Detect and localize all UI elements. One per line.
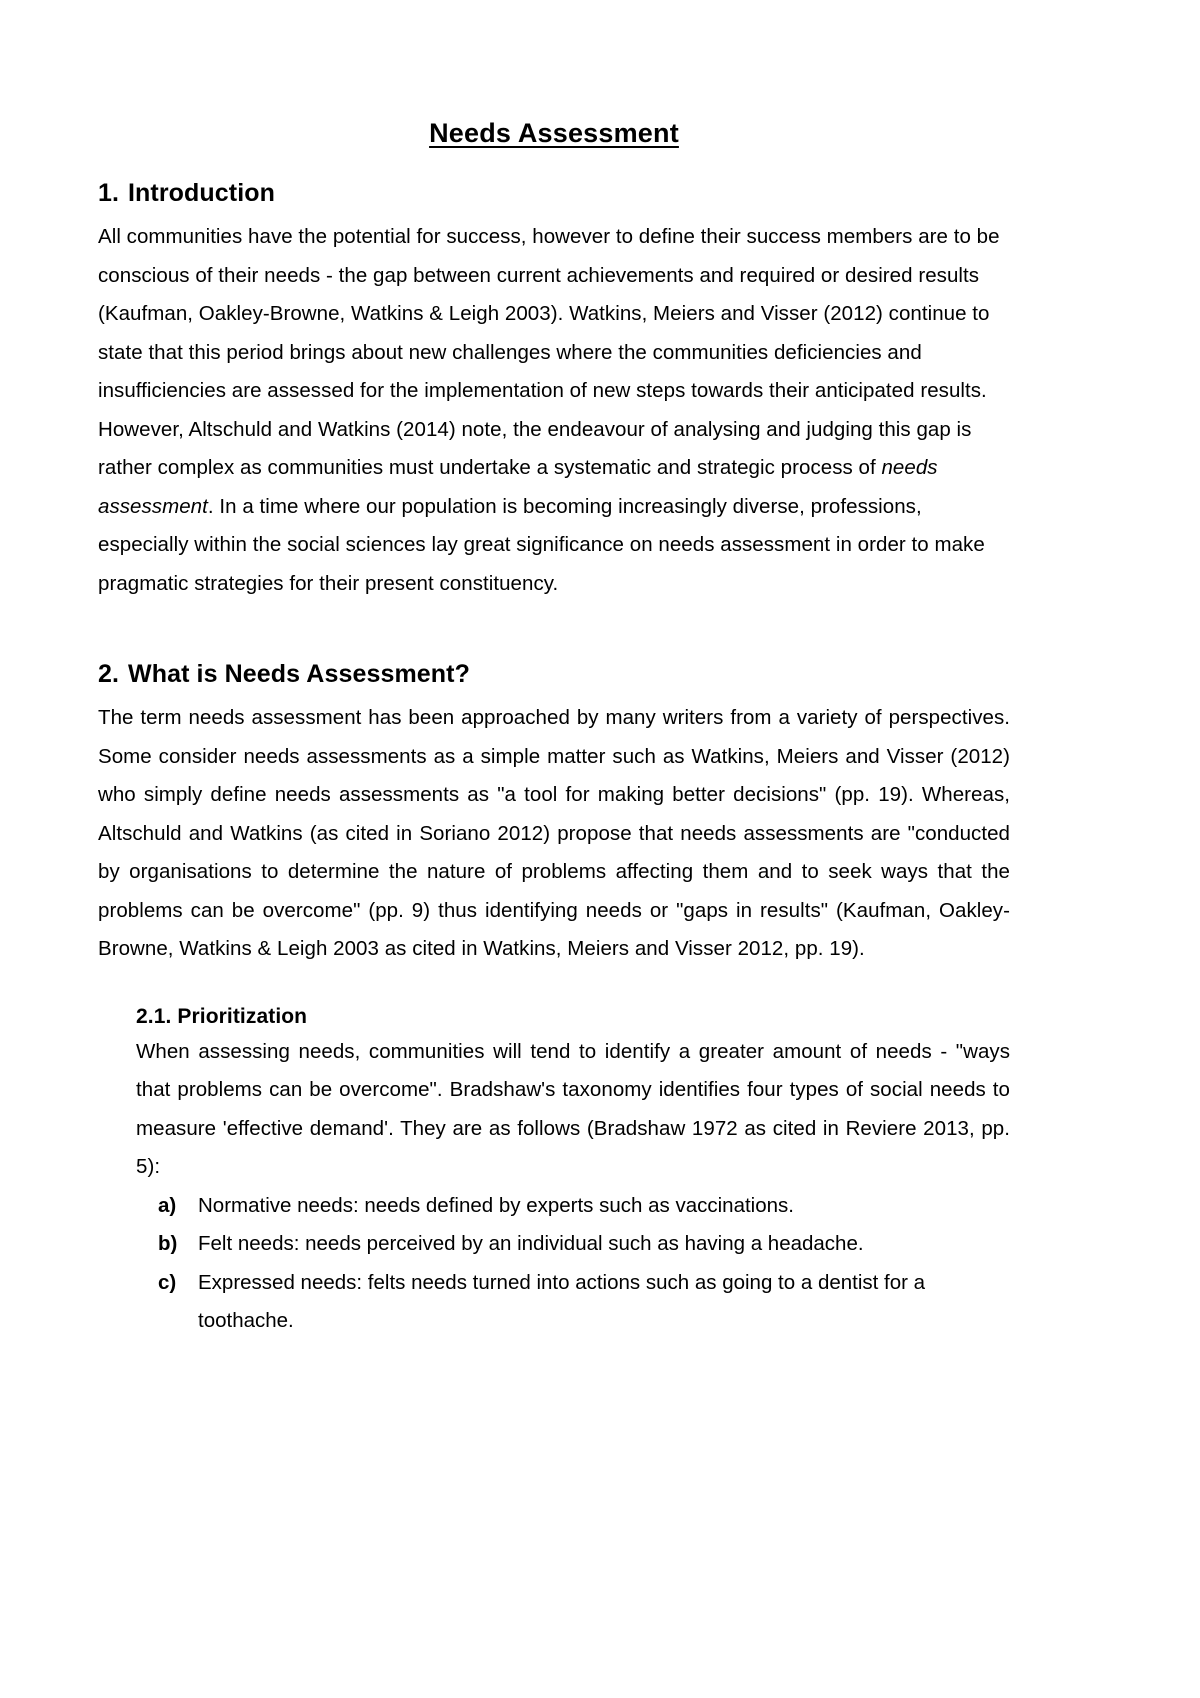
list-item-text: Felt needs: needs perceived by an individual such as having a headache. [198,1232,864,1255]
needs-types-list [98,1187,1010,1341]
list-item-marker: a) [158,1193,177,1217]
intro-paragraph [98,218,1010,603]
list-item-marker: b) [158,1232,178,1255]
intro-paragraph-part-3: . In a time where our population is becoming increasingly diverse, professions, especially within the social sciences lay great significance on needs assessment in order to make pragmatic strategies for their present constituency. [98,494,985,595]
section-heading-introduction [98,179,1010,208]
list-item-text: Normative needs: needs defined by experts such as vaccinations. [198,1193,794,1217]
list-item [136,1225,1010,1264]
section-number: 2. [98,660,120,688]
section-heading-text: Introduction [128,179,276,207]
subsection-spacer [98,969,1010,1005]
list-item [136,1187,1010,1226]
section-spacer [98,603,1010,660]
prioritization-paragraph: When assessing needs, communities will tend to identify a greater amount of needs - "ways that problems can be overcome". Bradshaw's taxonomy identifies four types of social needs to measure 'effective demand'. They are as follows (Bradshaw 1972 as cited in Reviere 2013, pp. 5): [136,1039,1010,1178]
intro-paragraph-emphasis: needs assessment [98,456,938,518]
list-item [136,1264,1010,1341]
subsection-number: 2.1. [136,1004,172,1028]
what-is-needs-assessment-paragraph: The term needs assessment has been approached by many writers from a variety of perspectives. Some consider needs assessments as a simple matter such as Watkins, Meiers and Visser (2012) who simply define needs assessments as "a tool for making better decisions" (pp. 19). Whereas, Altschuld and Watkins (as cited in Soriano 2012) propose that needs assessments are "conducted by organisations to determine the nature of problems affecting them and to seek ways that the problems can be overcome" (pp. 9) thus identifying needs or "gaps in results" (Kaufman, Oakley-Browne, Watkins & Leigh 2003 as cited in Watkins, Meiers and Visser 2012, pp. 19). [98,706,1010,960]
page-title: Needs Assessment [429,118,679,148]
section-heading-text: What is Needs Assessment? [128,660,470,688]
section-heading-what-is-needs-assessment [98,660,1010,689]
section-number: 1. [98,179,120,207]
subsection-heading-prioritization [98,1005,1010,1029]
subsection-heading-text: Prioritization [177,1004,308,1028]
list-item-marker: c) [158,1270,177,1294]
intro-paragraph-part-1: All communities have the potential for success, however to define their success members are to be conscious of their needs - the gap between current achievements and required or desired results (Kaufman, Oakley-Browne, Watkins & Leigh 2003). Watkins, Meiers and Visser (2012) continue to state that this period brings about new challenges where the communities deficiencies and insufficiencies are assessed for the implementation of new steps towards their anticipated results. However, Altschuld and Watkins (2014) note, the endeavour of analysing and judging this gap is rather complex as communities must undertake a systematic and strategic process of [98,225,1000,479]
list-item-text: Expressed needs: felts needs turned into actions such as going to a dentist for a toothache. [198,1270,926,1332]
